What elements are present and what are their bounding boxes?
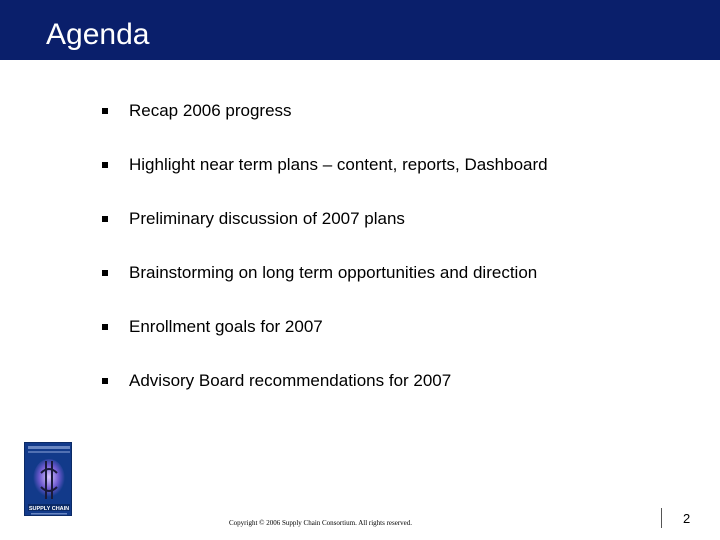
bullet-icon [102, 162, 108, 168]
agenda-item [0, 208, 720, 232]
agenda-item [0, 100, 720, 124]
agenda-item-text: Recap 2006 progress [129, 101, 292, 120]
page-number: 2 [683, 511, 691, 526]
bullet-icon [102, 108, 108, 114]
agenda-item-text: Brainstorming on long term opportunities and direction [129, 263, 538, 282]
supply-chain-logo-graphic [25, 443, 72, 516]
title-bar [0, 0, 720, 60]
footer-divider [661, 508, 662, 528]
agenda-item [0, 262, 720, 286]
agenda-item [0, 154, 720, 178]
bullet-icon [102, 378, 108, 384]
agenda-item [0, 370, 720, 394]
slide-title: Agenda [46, 18, 150, 51]
agenda-item-text: Preliminary discussion of 2007 plans [129, 209, 405, 228]
agenda-item-text: Highlight near term plans – content, reports, Dashboard [129, 155, 548, 174]
supply-chain-logo-icon [24, 442, 72, 516]
bullet-icon [102, 216, 108, 222]
agenda-item-text: Advisory Board recommendations for 2007 [129, 371, 452, 390]
copyright-text: Copyright © 2006 Supply Chain Consortium. All rights reserved. [229, 519, 413, 527]
agenda-item-text: Enrollment goals for 2007 [129, 317, 323, 336]
bullet-icon [102, 324, 108, 330]
agenda-item [0, 316, 720, 340]
logo-text: SUPPLY CHAIN [28, 506, 70, 512]
bullet-icon [102, 270, 108, 276]
